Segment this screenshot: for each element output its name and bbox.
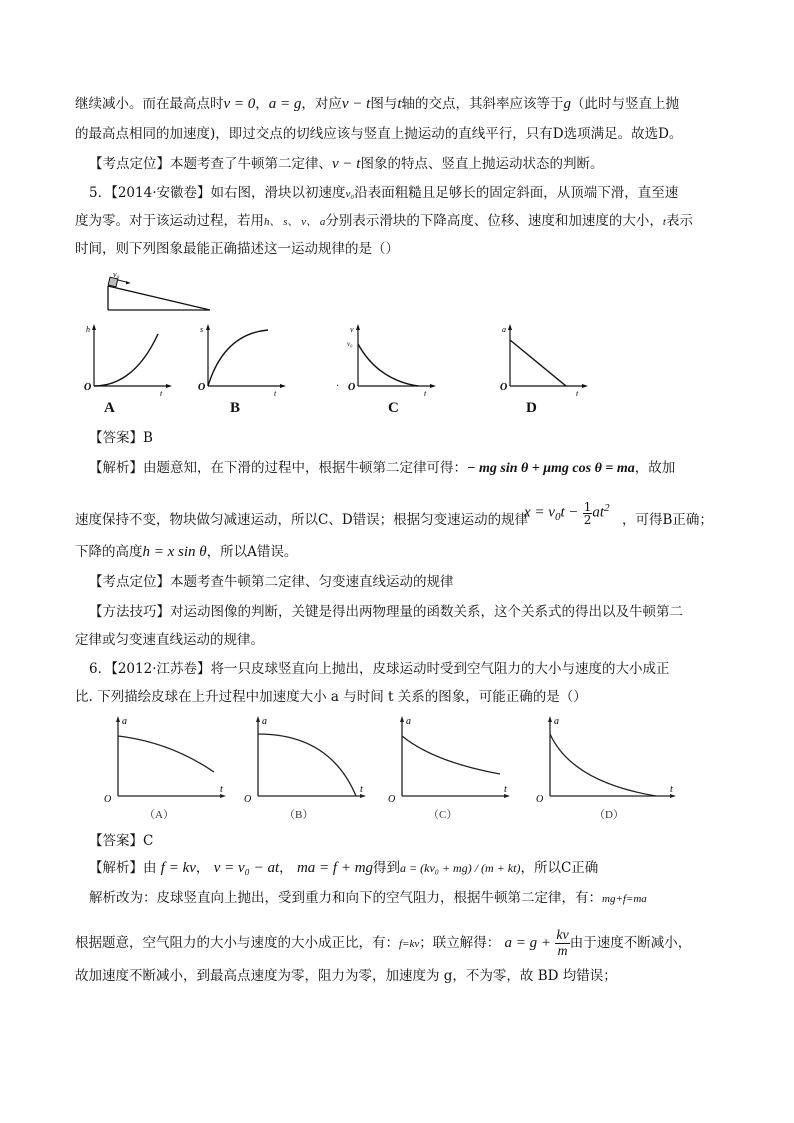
kaodian-5: 【考点定位】本题考查牛顿第二定律、匀变速直线运动的规律 (89, 574, 454, 590)
jiexi-5-line: 【解析】由题意知，在下滑的过程中，根据牛顿第二定律可得：− mg sin θ + μmg cos θ = ma，故加 (89, 460, 676, 476)
question-5-line: 5．【2014·安徽卷】如右图，滑块以初速度v₀沿表面粗糙且足够长的固定斜面，从顶端下滑，直至速 (89, 185, 679, 201)
graph-6b-origin: O (244, 794, 252, 805)
graph-6b (240, 712, 370, 824)
graph-a-label: A (104, 400, 115, 416)
graph-6c-xaxis: t (504, 784, 507, 795)
graph-c-yaxis: v (350, 325, 354, 334)
graph-6d-origin: O (536, 794, 544, 805)
graph-c-origin: O (348, 382, 356, 393)
gaiwei-line: 解析改为：皮球竖直向上抛出，受到重力和向下的空气阻力，根据牛顿第二定律，有：mg+f=ma (89, 890, 647, 906)
graph-6a-xaxis: t (220, 784, 223, 795)
graph-6d-label: （D） (594, 809, 624, 821)
kaodian-line: 【考点定位】本题考查了牛顿第二定律、v − t图象的特点、竖直上抛运动状态的判断。 (89, 156, 604, 172)
graph-d-xaxis: t (576, 389, 579, 396)
graph-c-xaxis: t (424, 389, 427, 396)
graph-6c-label: （C） (428, 809, 458, 821)
gaiwei-line: 故加速度不断减小，到最高点速度为零，阻力为零，加速度为 g，不为零，故 BD 均错误； (75, 968, 617, 984)
graph-6b-yaxis: a (262, 716, 267, 727)
gaiwei-line: 根据题意，空气阻力的大小与速度的大小成正比，有：f=kv；联立解得： a = g + $\frac{kv}{m}$ 由于速度不断减小， (75, 928, 692, 959)
jiexi-5-line: 下降的高度h = x sin θ，所以A错误。 (75, 544, 298, 560)
graph-6a-yaxis: a (122, 716, 127, 727)
graph-d-origin: O (500, 382, 508, 393)
graph-6d-xaxis: t (670, 784, 673, 795)
question-6-line: 6．【2012·江苏卷】将一只皮球竖直向上抛出，皮球运动时受到空气阻力的大小与速度的大小成正 (89, 661, 670, 677)
question-5-line: 度为零。对于该运动过程，若用h、 s、 v、 a分别表示滑块的下降高度、位移、速度和加速度的大小，t表示 (75, 213, 693, 229)
question-6-line: 比. 下列描绘皮球在上升过程中加速度大小 a 与时间 t 关系的图象，可能正确的是（） (75, 689, 587, 705)
text-line: 的最高点相同的加速度)，即过交点的切线应该与竖直上抛运动的直线平行，只有D选项满足。故选D。 (75, 126, 683, 142)
graph-6b-xaxis: t (360, 784, 363, 795)
graph-a-xaxis: t (160, 389, 163, 396)
graph-6a-label: （A） (144, 809, 174, 821)
stray-dot: . (336, 378, 340, 389)
graph-b-xaxis: t (274, 389, 277, 396)
v0-label: v₀ (113, 272, 120, 279)
graph-6d (532, 712, 682, 824)
graph-d (498, 320, 590, 396)
fangfa-5: 【方法技巧】对运动图像的判断，关键是得出两物理量的函数关系，这个关系式的得出以及牛顿第二 (89, 604, 683, 620)
graph-c-ytick: v₀ (347, 340, 353, 348)
jiexi-5-line: 速度保持不变，物块做匀减速运动，所以C、D错误；根据匀变速运动的规律 (75, 512, 529, 528)
graph-6d-yaxis: a (554, 716, 559, 727)
jiexi-5-tail: ，可得B正确； (622, 512, 713, 528)
graph-b-origin: O (198, 382, 206, 393)
incline-figure (100, 272, 220, 316)
fangfa-5-cont: 定律或匀变速直线运动的规律。 (75, 632, 264, 648)
graph-a-yaxis: h (86, 325, 90, 334)
answer-6: 【答案】C (89, 833, 154, 849)
graph-b (196, 320, 288, 396)
graph-6a (100, 712, 230, 824)
graph-c (346, 320, 438, 396)
graph-a-origin: O (84, 382, 92, 393)
answer-5: 【答案】B (89, 430, 153, 446)
graph-d-yaxis: a (502, 325, 506, 334)
graph-6c (384, 712, 514, 824)
graph-b-label: B (230, 400, 241, 416)
graph-a (82, 320, 174, 396)
question-5-line: 时间，则下列图象最能正确描述这一运动规律的是（） (75, 241, 399, 257)
graph-c-label: C (388, 400, 399, 416)
text-line: 继续减小。而在最高点时v = 0，a = g，对应v − t图与t轴的交点，其斜率应该等于g（此时与竖直上抛 (75, 96, 680, 112)
jiexi-6-line: 【解析】由 f = kv， v = v₀ − at， ma = f + mg得到a = (kv₀ + mg) / (m + kt)，所以C正确 (89, 860, 599, 876)
graph-6c-origin: O (388, 794, 396, 805)
graph-6a-origin: O (104, 794, 112, 805)
equation-x: $x = v_0t$ − $\frac{1}{2}$ $at^2$ (524, 499, 610, 527)
graph-6b-label: （B） (284, 809, 314, 821)
graph-6c-yaxis: a (406, 716, 411, 727)
graph-d-label: D (526, 400, 537, 416)
graph-b-yaxis: s (200, 325, 204, 334)
